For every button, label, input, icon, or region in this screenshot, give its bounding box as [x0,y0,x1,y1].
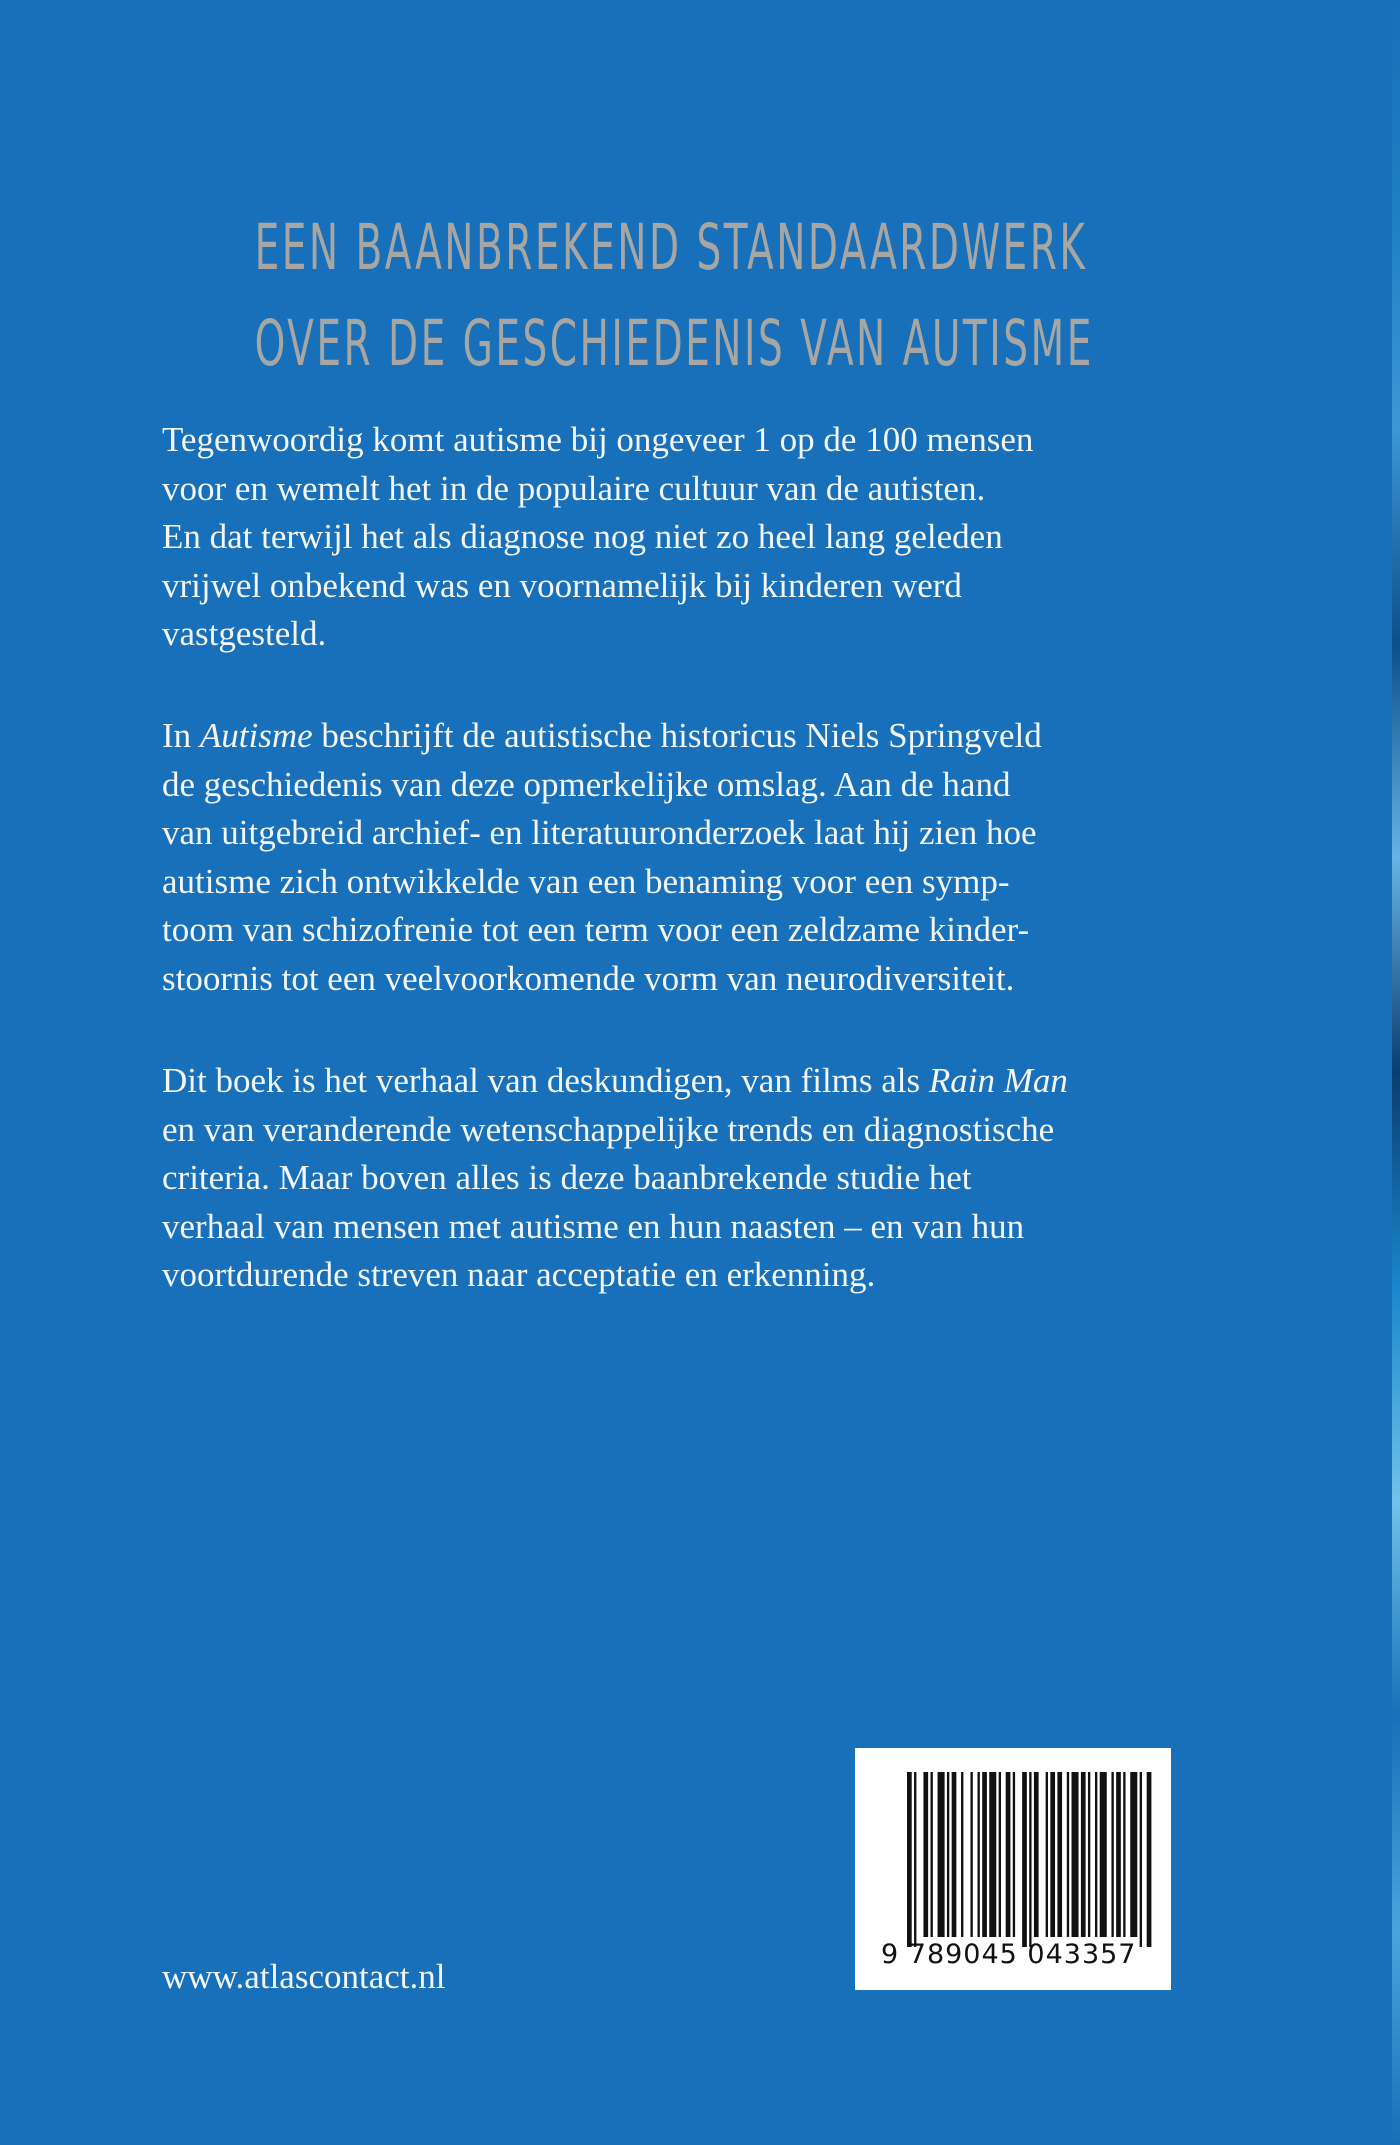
barcode-bar [1147,1772,1152,1947]
barcode-bar [970,1772,972,1937]
paragraph-line: van uitgebreid archief- en literatuuronderzoek laat hij zien hoe [162,813,1037,852]
barcode-bar [1029,1772,1031,1947]
book-title-italic: Autisme [199,716,313,755]
text-segment: Dit boek is het verhaal van deskundigen, van films als [162,1061,929,1100]
barcode-bar [1072,1772,1079,1937]
blurb-paragraph-3 [162,1057,1202,1300]
paragraph-line: vastgesteld. [162,614,327,653]
paragraph-line: toom van schizofrenie tot een term voor een zeldzame kinder- [162,910,1030,949]
barcode-bar [999,1772,1001,1937]
paragraph-line: verhaal van mensen met autisme en hun naasten – en van hun [162,1206,1025,1246]
barcode-bar [1057,1772,1062,1937]
paragraph-line [162,712,1202,761]
isbn-barcode [855,1748,1171,1990]
barcode-bar [1013,1772,1015,1937]
paragraph-line [162,1057,1202,1106]
barcode-bar [1140,1772,1142,1947]
barcode-bar [1046,1772,1048,1937]
paragraph-line: Tegenwoordig komt autisme bij ongeveer 1 op de 100 mensen [162,420,1034,459]
paragraph-line: En dat terwijl het als diagnose nog niet zo heel lang geleden [162,517,1003,556]
blurb-paragraph-1 [162,416,1202,659]
barcode-bar [1022,1772,1027,1947]
barcode-bar [1100,1772,1107,1937]
barcode-bar [1095,1772,1097,1937]
headline [254,200,1094,392]
paragraph-line: stoornis tot een veelvoorkomende vorm van neurodiversiteit. [162,958,1015,998]
barcode-bar [947,1772,949,1937]
paragraph-line: criteria. Maar boven alles is deze baanbrekende studie het [162,1158,972,1197]
isbn-number: 9 789045 043357 [881,1939,1137,1970]
paragraph-line: de geschiedenis van deze opmerkelijke omslag. Aan de hand [162,764,1011,804]
text-segment: beschrijft de autistische historicus Niels Springveld [312,716,1042,755]
barcode-bar [938,1772,945,1937]
barcode-bar [931,1772,933,1937]
publisher-website[interactable]: www.atlascontact.nl [162,1957,446,1996]
barcode-bar [982,1772,987,1937]
headline-line-1: EEN BAANBREKEND STANDAARDWERK [254,211,1088,284]
barcode-bar [952,1772,957,1937]
barcode-bar [1081,1772,1086,1937]
headline-line-2: OVER DE GESCHIEDENIS VAN AUTISME [254,307,1094,380]
barcode-bar [1050,1772,1055,1937]
barcode-bar [1067,1772,1069,1937]
text-segment: In [162,716,200,755]
barcode-bar [1088,1772,1090,1937]
paragraph-line: autisme zich ontwikkelde van een benaming voor een symp- [162,861,1010,901]
barcode-bar [914,1772,916,1947]
cover-edge-strip [1392,0,1400,2145]
barcode-bar [978,1772,980,1937]
barcode-bar [907,1772,912,1947]
paragraph-line: voor en wemelt het in de populaire cultuur van de autisten. [162,468,986,508]
barcode-bar [1123,1772,1125,1937]
barcode-bar [1034,1772,1039,1937]
paragraph-line: en van veranderende wetenschappelijke trends en diagnostische [162,1109,1055,1149]
barcode-bar [1006,1772,1011,1937]
barcode-bar [1116,1772,1121,1937]
barcode-bar [1130,1772,1137,1937]
barcode-bar [1111,1772,1113,1937]
barcode-bar [961,1772,963,1937]
paragraph-line: voortdurende streven naar acceptatie en erkenning. [162,1255,876,1294]
film-title-italic: Rain Man [928,1061,1068,1100]
paragraph-line: vrijwel onbekend was en voornamelijk bij kinderen werd [162,565,962,605]
blurb-paragraph-2 [162,712,1202,1003]
barcode-bar [923,1772,928,1937]
barcode-bar [989,1772,996,1937]
